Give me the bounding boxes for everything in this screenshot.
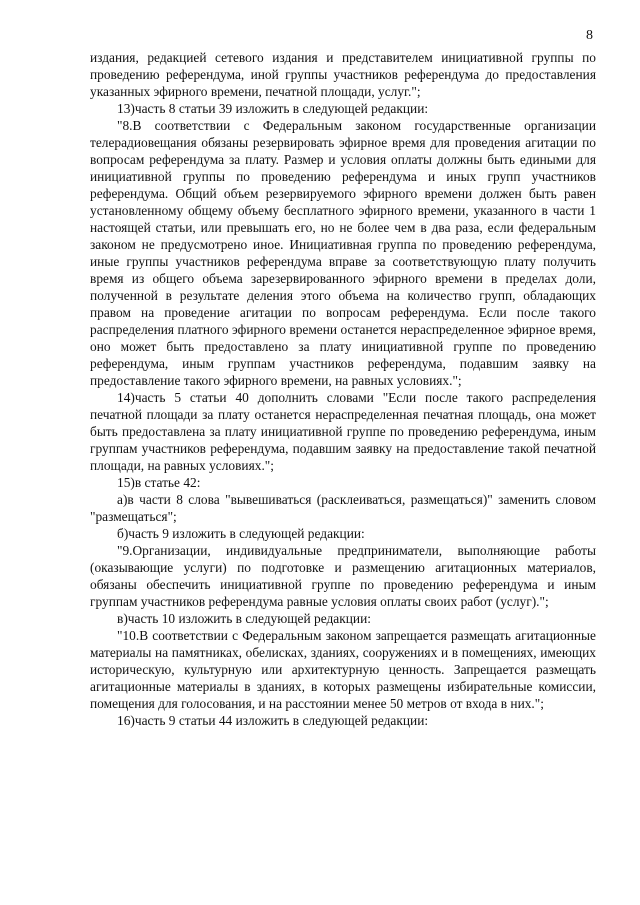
paragraph-quote-part-8: "8.В соответствии с Федеральным законом государственные организации телерадиовещания обязаны резервировать эфирное время для проведения агитации по вопросам референдума за плату. Размер и условия оплаты должны быть едиными для инициативной группы по проведению референдума и иных групп участников референдума. Общий объем резервируемого эфирного времени должен быть равен установленному общему объему бесплатного эфирного времени, указанного в части 1 настоящей статьи, или превышать его, но не более чем в два раза, если федеральным законом не предусмотрено иное. Инициативная группа по проведению референдума, иные группы участников референдума вправе за соответствующую плату получить время из общего объема зарезервированного эфирного времени в пределах доли, полученной в результате деления этого объема на количество групп, обладающих правом на проведение агитации по вопросам референдума. Если после такого распределения платного эфирного времени останется нераспределенное эфирное время, оно может быть предоставлено за плату инициативной группе по проведению референдума, иным группам участников референдума, подавшим заявку на предоставление такого эфирного времени, на равных условиях."; <box>90 118 596 388</box>
document-body <box>90 49 596 729</box>
paragraph-quote-part-10: "10.В соответствии с Федеральным законом запрещается размещать агитационные материалы на памятниках, обелисках, зданиях, сооружениях и в помещениях, имеющих историческую, культурную или архитектурную ценность. Запрещается размещать агитационные материалы в зданиях, в которых размещены избирательные комиссии, помещения для голосования, и на расстоянии менее 50 метров от входа в них."; <box>90 628 596 711</box>
page-number: 8 <box>586 28 593 43</box>
paragraph-item-14: 14)часть 5 статьи 40 дополнить словами "Если после такого распределения печатной площади за плату останется нераспределенная печатная площадь, она может быть предоставлена за плату инициативной группе по проведению референдума, иным группам участников референдума, подавшим заявку на предоставление такой печатной площади, на равных условиях."; <box>90 390 596 473</box>
paragraph-item-13: 13)часть 8 статьи 39 изложить в следующей редакции: <box>117 101 429 116</box>
paragraph-subitem-v: в)часть 10 изложить в следующей редакции: <box>117 611 371 626</box>
paragraph-item-16: 16)часть 9 статьи 44 изложить в следующей редакции: <box>117 713 429 728</box>
paragraph-subitem-a: а)в части 8 слова "вывешиваться (расклеиваться, размещаться)" заменить словом "размещаться"; <box>90 492 596 524</box>
paragraph-subitem-b: б)часть 9 изложить в следующей редакции: <box>117 526 365 541</box>
paragraph-item-15: 15)в статье 42: <box>117 475 201 490</box>
paragraph-continuation: издания, редакцией сетевого издания и представителем инициативной группы по проведению референдума, иной группы участников референдума до предоставления указанных эфирного времени, печатной площади, услуг."; <box>90 50 596 99</box>
paragraph-quote-part-9: "9.Организации, индивидуальные предприниматели, выполняющие работы (оказывающие услуги) по подготовке и размещению агитационных материалов, обязаны обеспечить инициативной группе по проведению референдума и иным группам участников референдума равные условия оплаты своих работ (услуг)."; <box>90 543 596 609</box>
